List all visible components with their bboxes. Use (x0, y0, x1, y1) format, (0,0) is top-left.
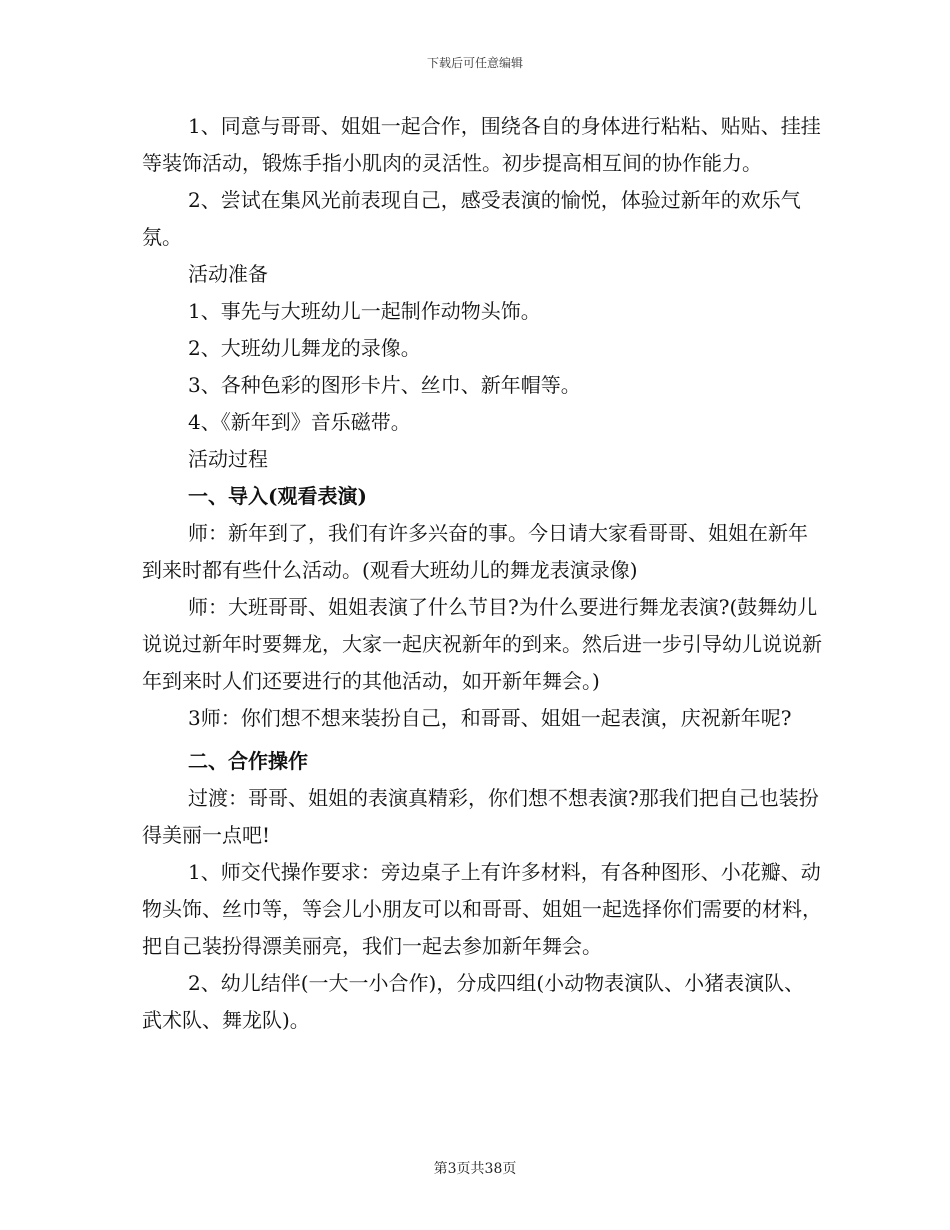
paragraph-goal-2: 2、尝试在集风光前表现自己，感受表演的愉悦，体验过新年的欢乐气氛。 (142, 188, 801, 249)
prep-item-1: 1、事先与大班幼儿一起制作动物头饰。 (188, 299, 541, 323)
page-number: 第3页共38页 (433, 1161, 517, 1177)
prep-item-2: 2、大班幼儿舞龙的录像。 (188, 336, 421, 360)
paragraph-step-1: 1、师交代操作要求：旁边桌子上有许多材料，有各种图形、小花瓣、动物头饰、丝巾等，等会儿小朋友可以和哥哥、姐姐一起选择你们需要的材料，把自己装扮得漂美丽亮，我们一起去参加新年舞会。 (142, 860, 822, 958)
paragraph-teacher-2: 师：大班哥哥、姐姐表演了什么节目?为什么要进行舞龙表演?(鼓舞幼儿说说过新年时要舞龙，大家一起庆祝新年的到来。然后进一步引导幼儿说说新年到来时人们还要进行的其他活动，如开新年舞会。) (142, 595, 822, 693)
paragraph-teacher-3: 3师：你们想不想来装扮自己，和哥哥、姐姐一起表演，庆祝新年呢? (188, 706, 792, 730)
paragraph-transition: 过渡：哥哥、姐姐的表演真精彩，你们想不想表演?那我们把自己也装扮得美丽一点吧! (142, 786, 819, 847)
page-header: 下载后可任意编辑 (426, 56, 523, 70)
document-body (142, 108, 822, 1039)
paragraph-step-2: 2、幼儿结伴(一大一小合作)，分成四组(小动物表演队、小猪表演队、武术队、舞龙队)。 (142, 971, 805, 1032)
subheading-intro: 一、导入(观看表演) (188, 484, 367, 508)
section-heading-process: 活动过程 (188, 447, 268, 471)
subheading-cooperation: 二、合作操作 (188, 749, 308, 773)
prep-item-4: 4、《新年到》音乐磁带。 (188, 410, 411, 434)
paragraph-teacher-1: 师：新年到了，我们有许多兴奋的事。今日请大家看哥哥、姐姐在新年到来时都有些什么活动。(观看大班幼儿的舞龙表演录像) (142, 521, 808, 582)
section-heading-preparation: 活动准备 (188, 262, 268, 286)
prep-item-3: 3、各种色彩的图形卡片、丝巾、新年帽等。 (188, 373, 581, 397)
paragraph-goal-1: 1、同意与哥哥、姐姐一起合作，围绕各自的身体进行粘粘、贴贴、挂挂等装饰活动，锻炼手指小肌肉的灵活性。初步提高相互间的协作能力。 (142, 114, 821, 175)
